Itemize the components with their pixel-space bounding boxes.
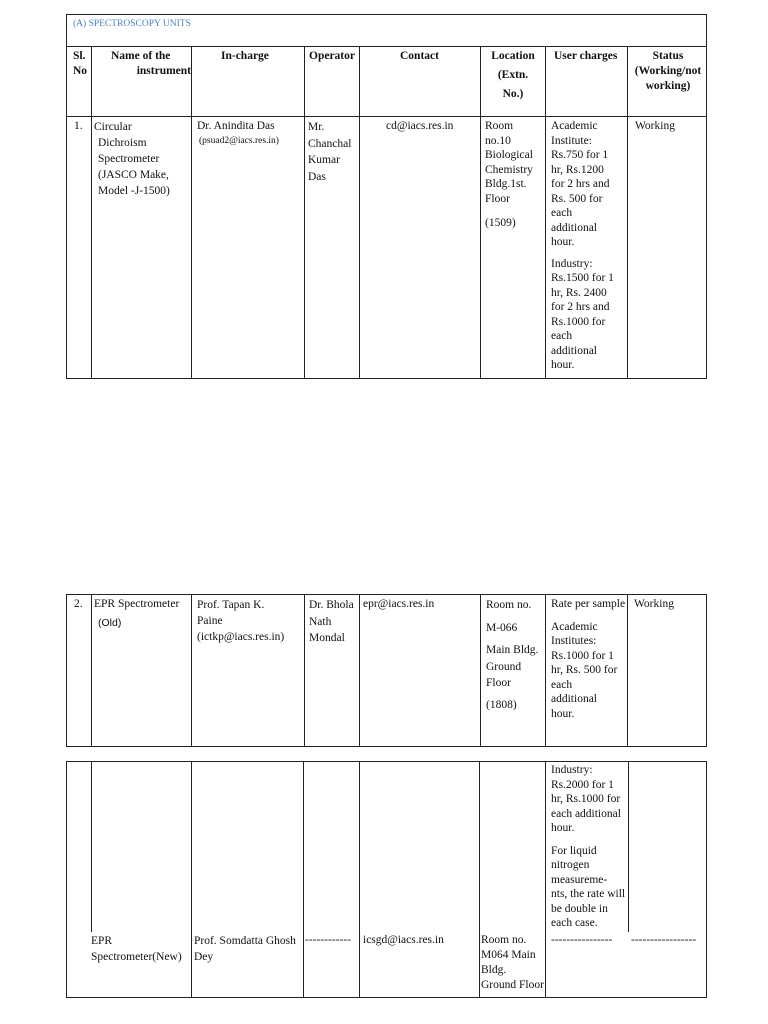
row2-user-charges: Rate per sample Academic Institutes: Rs.1000 for 1 hr, Rs. 500 for each additional hour. (551, 598, 626, 720)
row3-operator: ------------ (305, 934, 351, 946)
header-incharge: In-charge (221, 50, 269, 62)
header-status: Status (Working/not working) (634, 50, 702, 92)
row1-operator: Mr. Chanchal Kumar Das (308, 121, 352, 183)
row1-contact: cd@iacs.res.in (386, 120, 454, 132)
row3-instrument-name: EPR Spectrometer(New) (91, 935, 182, 963)
row2-location: Room no. M-066 Main Bldg. Ground Floor (1808) (486, 599, 539, 711)
table-row1 (66, 14, 707, 379)
row1-sl: 1. (74, 120, 83, 132)
row2-operator: Dr. Bhola Nath Mondal (309, 599, 354, 644)
row1-instrument-name: Circular Dichroism Spectrometer (JASCO Make, Model -J-1500) (94, 121, 170, 197)
row3-incharge: Prof. Somdatta Ghosh Dey (194, 935, 296, 963)
row3-user-charges: ---------------- (551, 934, 613, 946)
row1-status: Working (635, 120, 675, 132)
row1-user-charges: Academic Institute: Rs.750 for 1 hr, Rs.1200 for 2 hrs and Rs. 500 for each additional hour. Industry: Rs.1500 for 1 hr, Rs. 2400 for 2 hrs and Rs.1000 for each additional hour. (551, 120, 614, 371)
header-user-charges: User charges (554, 50, 618, 62)
row3-location: Room no. M064 Main Bldg. Ground Floor (481, 934, 544, 991)
row1-incharge: Dr. Anindita Das (psuad2@iacs.res.in) (197, 120, 279, 146)
header-location: Location (Extn. No.) (491, 50, 535, 100)
header-sl-no: Sl. No (73, 50, 88, 77)
row2-sl: 2. (74, 598, 83, 610)
row2-incharge: Prof. Tapan K. Paine (ictkp@iacs.res.in) (197, 599, 285, 643)
row2-instrument-name: EPR Spectrometer (Old) (94, 598, 180, 629)
row3-contact: icsgd@iacs.res.in (363, 934, 444, 946)
row2-status: Working (634, 598, 674, 610)
row2-industry-charges: Industry: Rs.2000 for 1 hr, Rs.1000 for each additional hour. For liquid nitrogen measureme- nts, the rate will be double in each case. (551, 764, 626, 929)
row3-status: ----------------- (631, 934, 697, 946)
header-contact: Contact (400, 50, 439, 62)
row2-contact: epr@iacs.res.in (363, 598, 435, 610)
row1-location: Room no.10 Biological Chemistry Bldg.1st. Floor (1509) (485, 120, 533, 229)
header-operator: Operator (309, 50, 355, 62)
table-row2-continued (66, 761, 707, 998)
header-name: Name of the instrument (111, 50, 191, 77)
table-row2 (66, 594, 707, 747)
section-caption: (A) SPECTROSCOPY UNITS (73, 19, 191, 29)
